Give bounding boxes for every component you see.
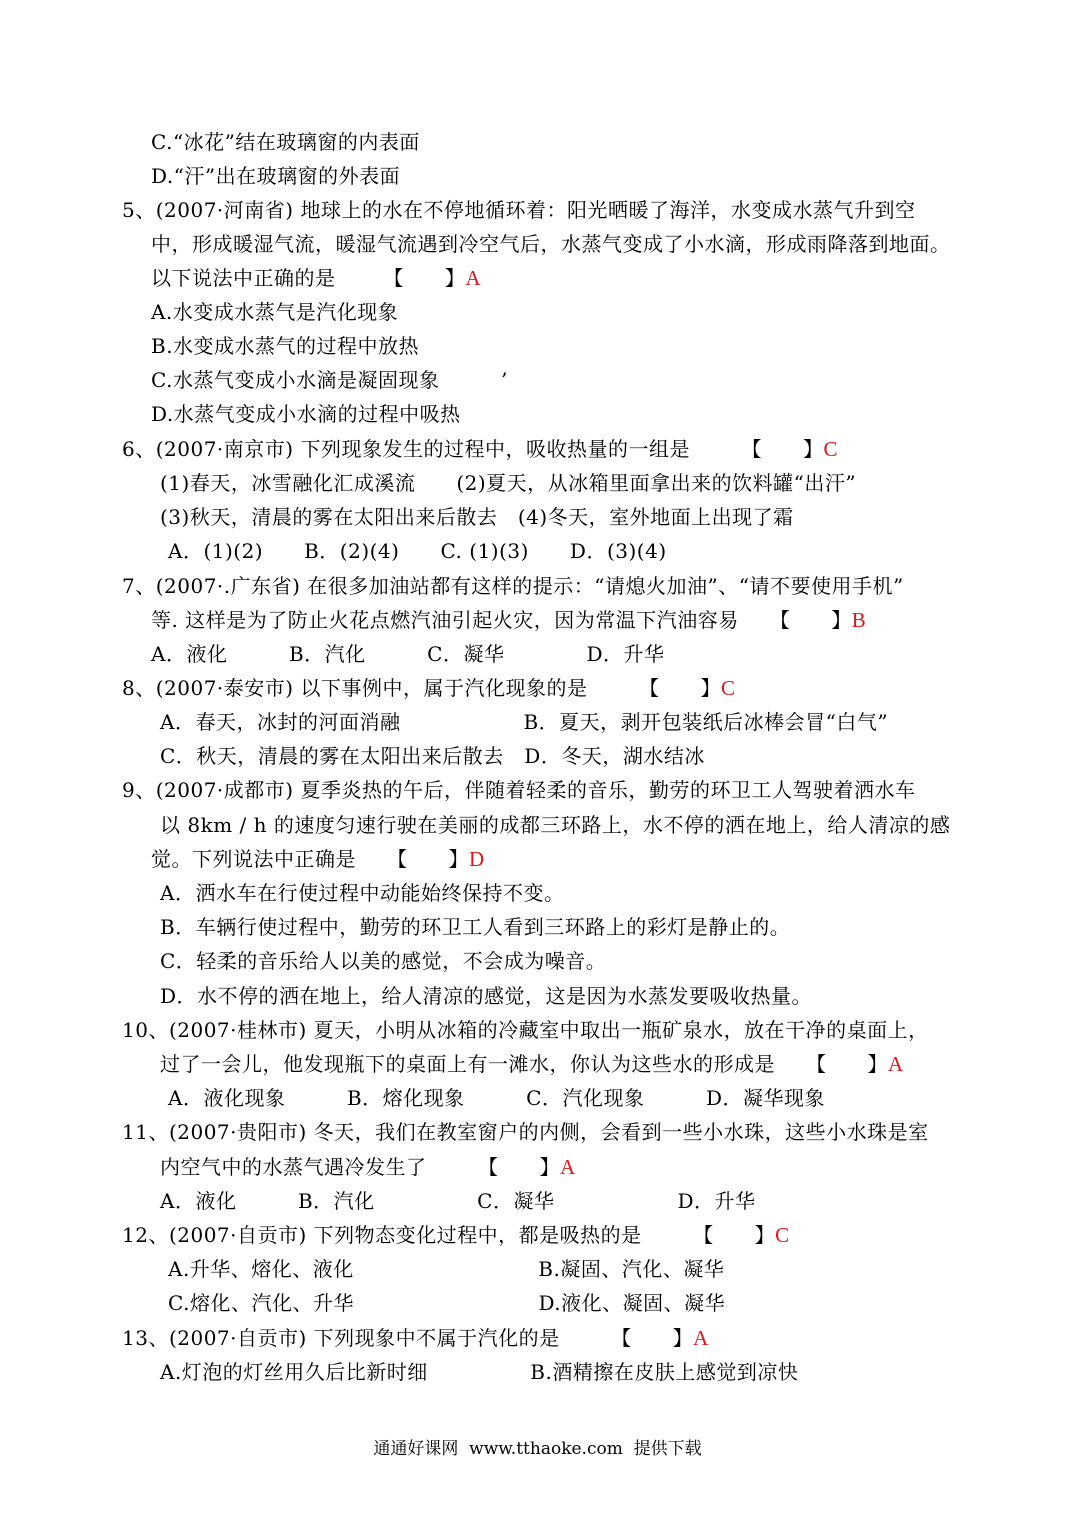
option-line: D.水蒸气变成小水滴的过程中吸热 [151, 402, 461, 426]
answer-mark: A [888, 1052, 904, 1076]
option-line: D．水不停的洒在地上，给人清凉的感觉，这是因为水蒸发要吸收热量。 [160, 984, 813, 1008]
option-line: D.“汗”出在玻璃窗的外表面 [151, 164, 401, 188]
page-footer: 通通好课网 www.tthaoke.com 提供下载 [373, 1439, 702, 1459]
question-line: 中，形成暖湿气流，暖湿气流遇到冷空气后，水蒸气变成了小水滴，形成雨降落到地面。 [151, 232, 951, 256]
answer-mark: C [823, 437, 838, 461]
option-line: B．车辆行使过程中，勤劳的环卫工人看到三环路上的彩灯是静止的。 [160, 915, 791, 939]
answer-mark: A [560, 1155, 576, 1179]
question-line: 9、(2007·成都市) 夏季炎热的午后，伴随着轻柔的音乐，勤劳的环卫工人驾驶着洒水车 [122, 778, 916, 802]
question-line: 以下说法中正确的是 【 】A [151, 266, 482, 290]
option-line: C．轻柔的音乐给人以美的感觉，不会成为噪音。 [160, 949, 607, 973]
question-line: 等. 这样是为了防止火花点燃汽油引起火灾，因为常温下汽油容易 【 】B [151, 608, 867, 632]
question-line: 6、(2007·南京市) 下列现象发生的过程中，吸收热量的一组是 【 】C [122, 437, 838, 461]
option-line: A．春天，冰封的河面消融 B．夏天，剥开包装纸后冰棒会冒“白气” [160, 710, 889, 734]
option-line: A．液化现象 B．熔化现象 C．汽化现象 D．凝华现象 [168, 1086, 825, 1110]
option-line: C.熔化、汽化、升华 D.液化、凝固、凝华 [168, 1291, 726, 1315]
question-line: 13、(2007·自贡市) 下列现象中不属于汽化的是 【 】A [122, 1326, 709, 1350]
question-line: 以 8km / h 的速度匀速行驶在美丽的成都三环路上，水不停的洒在地上，给人清凉的感 [160, 813, 951, 837]
question-line: 10、(2007·桂林市) 夏天，小明从冰箱的冷藏室中取出一瓶矿泉水，放在干净的桌面上， [122, 1018, 929, 1042]
option-line: A．(1)(2) B．(2)(4) C. (1)(3) D．(3)(4) [168, 539, 667, 563]
question-line: 过了一会儿，他发现瓶下的桌面上有一滩水，你认为这些水的形成是 【 】A [160, 1052, 904, 1076]
question-line: 内空气中的水蒸气遇冷发生了 【 】A [160, 1155, 576, 1179]
option-line: A．液化 B．汽化 C．凝华 D．升华 [151, 642, 665, 666]
answer-mark: D [469, 847, 485, 871]
option-line: A．洒水车在行使过程中动能始终保持不变。 [160, 881, 565, 905]
option-line: A.水变成水蒸气是汽化现象 [151, 300, 399, 324]
question-line: 觉。下列说法中正确是 【 】D [151, 847, 485, 871]
answer-mark: A [693, 1326, 709, 1350]
question-line: 12、(2007·自贡市) 下列物态变化过程中，都是吸热的是 【 】C [122, 1223, 790, 1247]
option-line: B.水变成水蒸气的过程中放热 [151, 334, 420, 358]
question-line: 7、(2007·.广东省) 在很多加油站都有这样的提示：“请熄火加油”、“请不要使用手机” [122, 574, 904, 598]
question-line: 8、(2007·泰安市) 以下事例中，属于汽化现象的是 【 】C [122, 676, 736, 700]
option-line: C.水蒸气变成小水滴是凝固现象 ’ [151, 368, 508, 392]
option-line: A.灯泡的灯丝用久后比新时细 B.酒精擦在皮肤上感觉到凉快 [160, 1360, 799, 1384]
answer-mark: A [465, 266, 482, 290]
answer-mark: C [720, 676, 736, 700]
question-line: 11、(2007·贵阳市) 冬天，我们在教室窗户的内侧，会看到一些小水珠，这些小水珠是室 [122, 1120, 929, 1144]
option-line: C.“冰花”结在玻璃窗的内表面 [151, 130, 420, 154]
answer-mark: B [851, 608, 867, 632]
option-line: (1)春天，冰雪融化汇成溪流 (2)夏天，从冰箱里面拿出来的饮料罐“出汗” [160, 471, 857, 495]
option-line: (3)秋天，清晨的雾在太阳出来后散去 (4)冬天，室外地面上出现了霜 [160, 505, 794, 529]
question-line: 5、(2007·河南省) 地球上的水在不停地循环着：阳光晒暖了海洋，水变成水蒸气升到空 [122, 198, 916, 222]
option-line: A.升华、熔化、液化 B.凝固、汽化、凝华 [168, 1257, 725, 1281]
option-line: A．液化 B．汽化 C．凝华 D．升华 [160, 1189, 756, 1213]
option-line: C．秋天，清晨的雾在太阳出来后散去 D．冬天，湖水结冰 [160, 744, 705, 768]
answer-mark: C [775, 1223, 790, 1247]
